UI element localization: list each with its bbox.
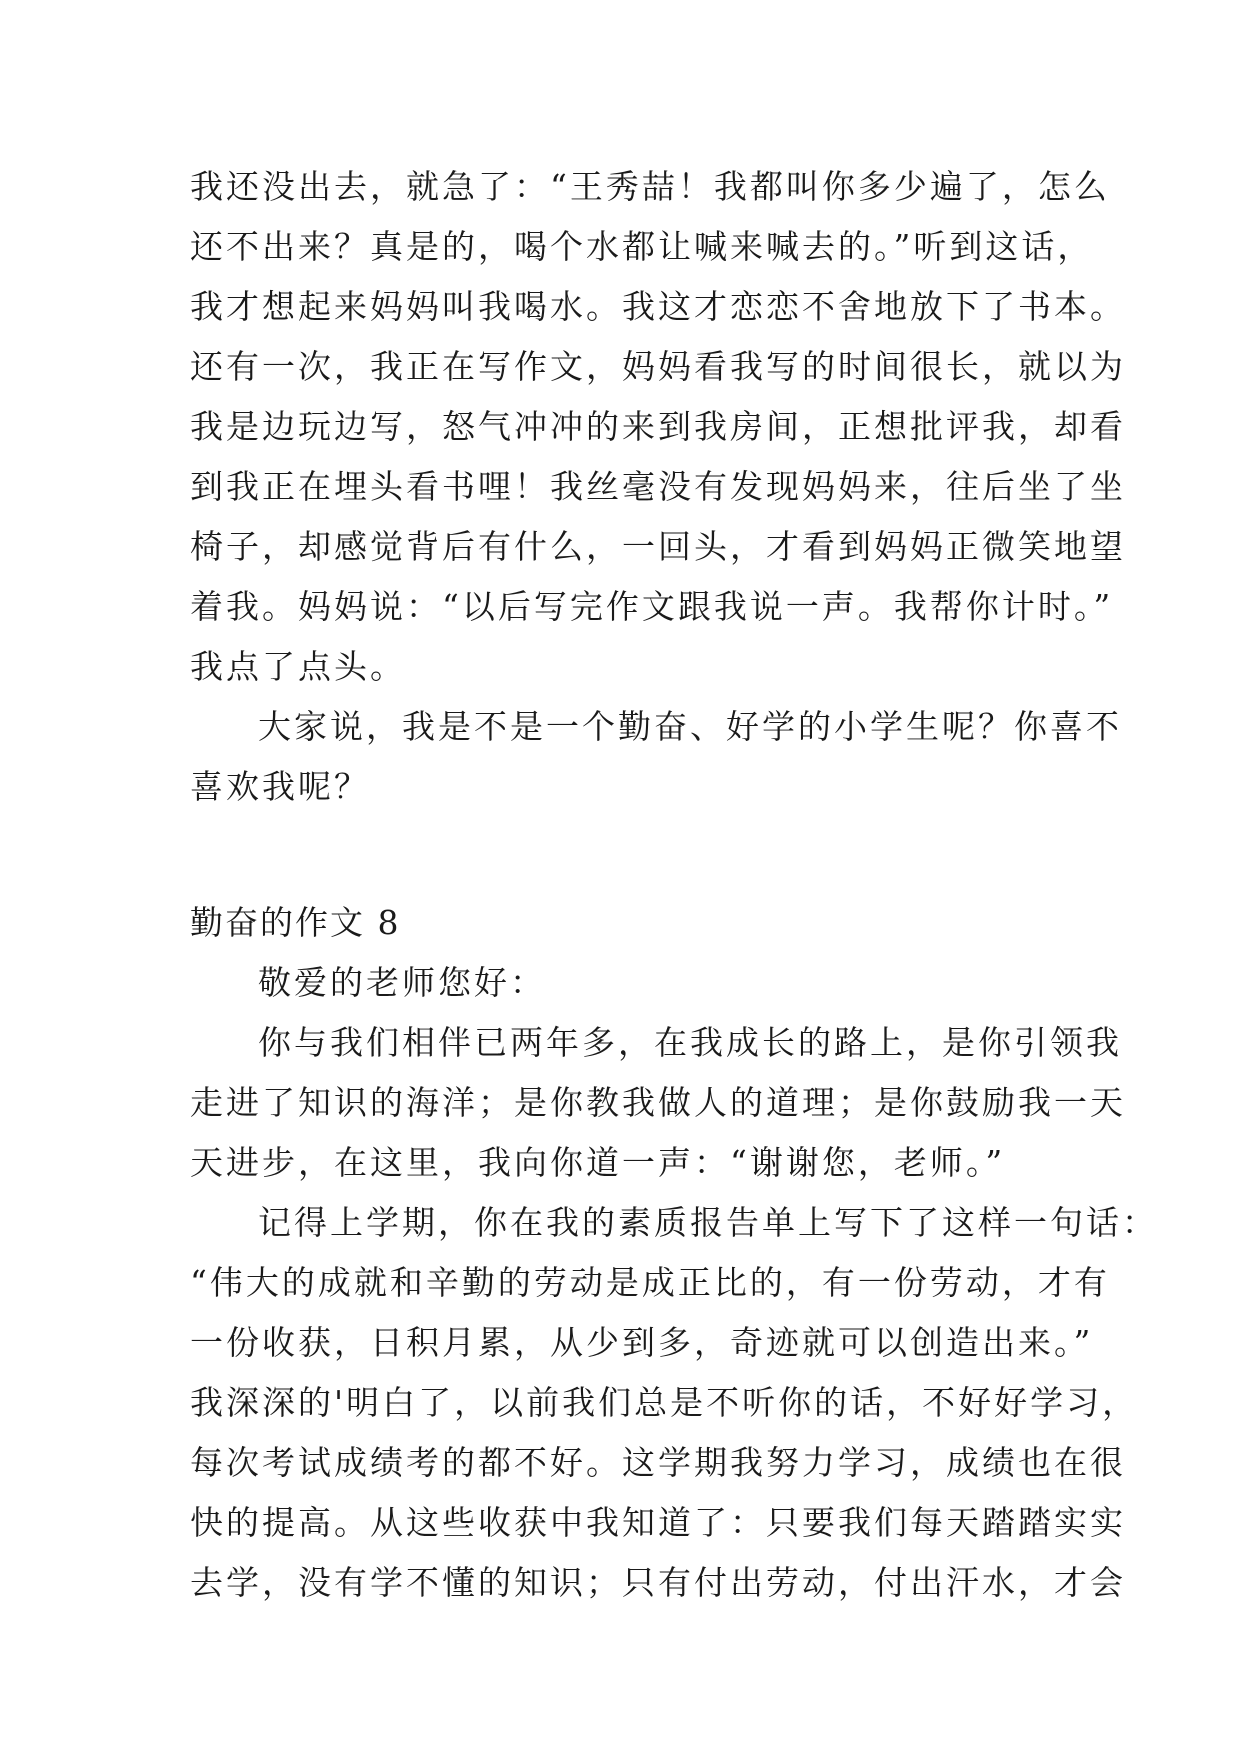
text-line: 椅子，却感觉背后有什么，一回头，才看到妈妈正微笑地望	[190, 527, 1126, 566]
paragraph-2	[190, 1193, 1158, 1613]
text-line: 走进了知识的海洋；是你教我做人的道理；是你鼓励我一天	[190, 1083, 1126, 1122]
text-line: 快的提高。从这些收获中我知道了：只要我们每天踏踏实实	[190, 1503, 1126, 1542]
text-line: 每次考试成绩考的都不好。这学期我努力学习，成绩也在很	[190, 1443, 1126, 1482]
essay-title: 勤奋的作文 8	[190, 903, 401, 942]
text-line: 着我。妈妈说：“以后写完作文跟我说一声。我帮你计时。”	[190, 587, 1114, 626]
text-line: 还有一次，我正在写作文，妈妈看我写的时间很长，就以为	[190, 347, 1126, 386]
text-line: “伟大的成就和辛勤的劳动是成正比的，有一份劳动，才有	[190, 1263, 1110, 1302]
closing-paragraph	[190, 697, 1122, 817]
paragraph-1	[190, 1013, 1126, 1193]
text-line: 一份收获，日积月累，从少到多，奇迹就可以创造出来。”	[190, 1323, 1094, 1362]
text-line: 还不出来？真是的，喝个水都让喊来喊去的。”听到这话，	[190, 227, 1094, 266]
text-line: 记得上学期，你在我的素质报告单上写下了这样一句话：	[258, 1203, 1158, 1242]
text-line: 我点了点头。	[190, 647, 406, 686]
text-line: 我才想起来妈妈叫我喝水。我这才恋恋不舍地放下了书本。	[190, 287, 1126, 326]
text-line: 我是边玩边写，怒气冲冲的来到我房间，正想批评我，却看	[190, 407, 1126, 446]
document-body	[190, 157, 1158, 1613]
salutation: 敬爱的老师您好：	[258, 963, 546, 1002]
text-line: 你与我们相伴已两年多，在我成长的路上，是你引领我	[258, 1023, 1122, 1062]
text-line: 到我正在埋头看书哩！我丝毫没有发现妈妈来，往后坐了坐	[190, 467, 1126, 506]
text-line: 去学，没有学不懂的知识；只有付出劳动，付出汗水，才会	[190, 1563, 1126, 1602]
section-gap	[190, 817, 1070, 893]
text-line: 大家说，我是不是一个勤奋、好学的小学生呢？你喜不	[258, 707, 1122, 746]
text-line: 我还没出去，就急了：“王秀喆！我都叫你多少遍了，怎么	[190, 167, 1110, 206]
text-line: 天进步，在这里，我向你道一声：“谢谢您，老师。”	[190, 1143, 1006, 1182]
text-line: 我深深的'明白了，以前我们总是不听你的话，不好好学习，	[190, 1383, 1139, 1422]
continued-passage	[190, 157, 1126, 697]
text-line: 喜欢我呢？	[190, 767, 370, 806]
